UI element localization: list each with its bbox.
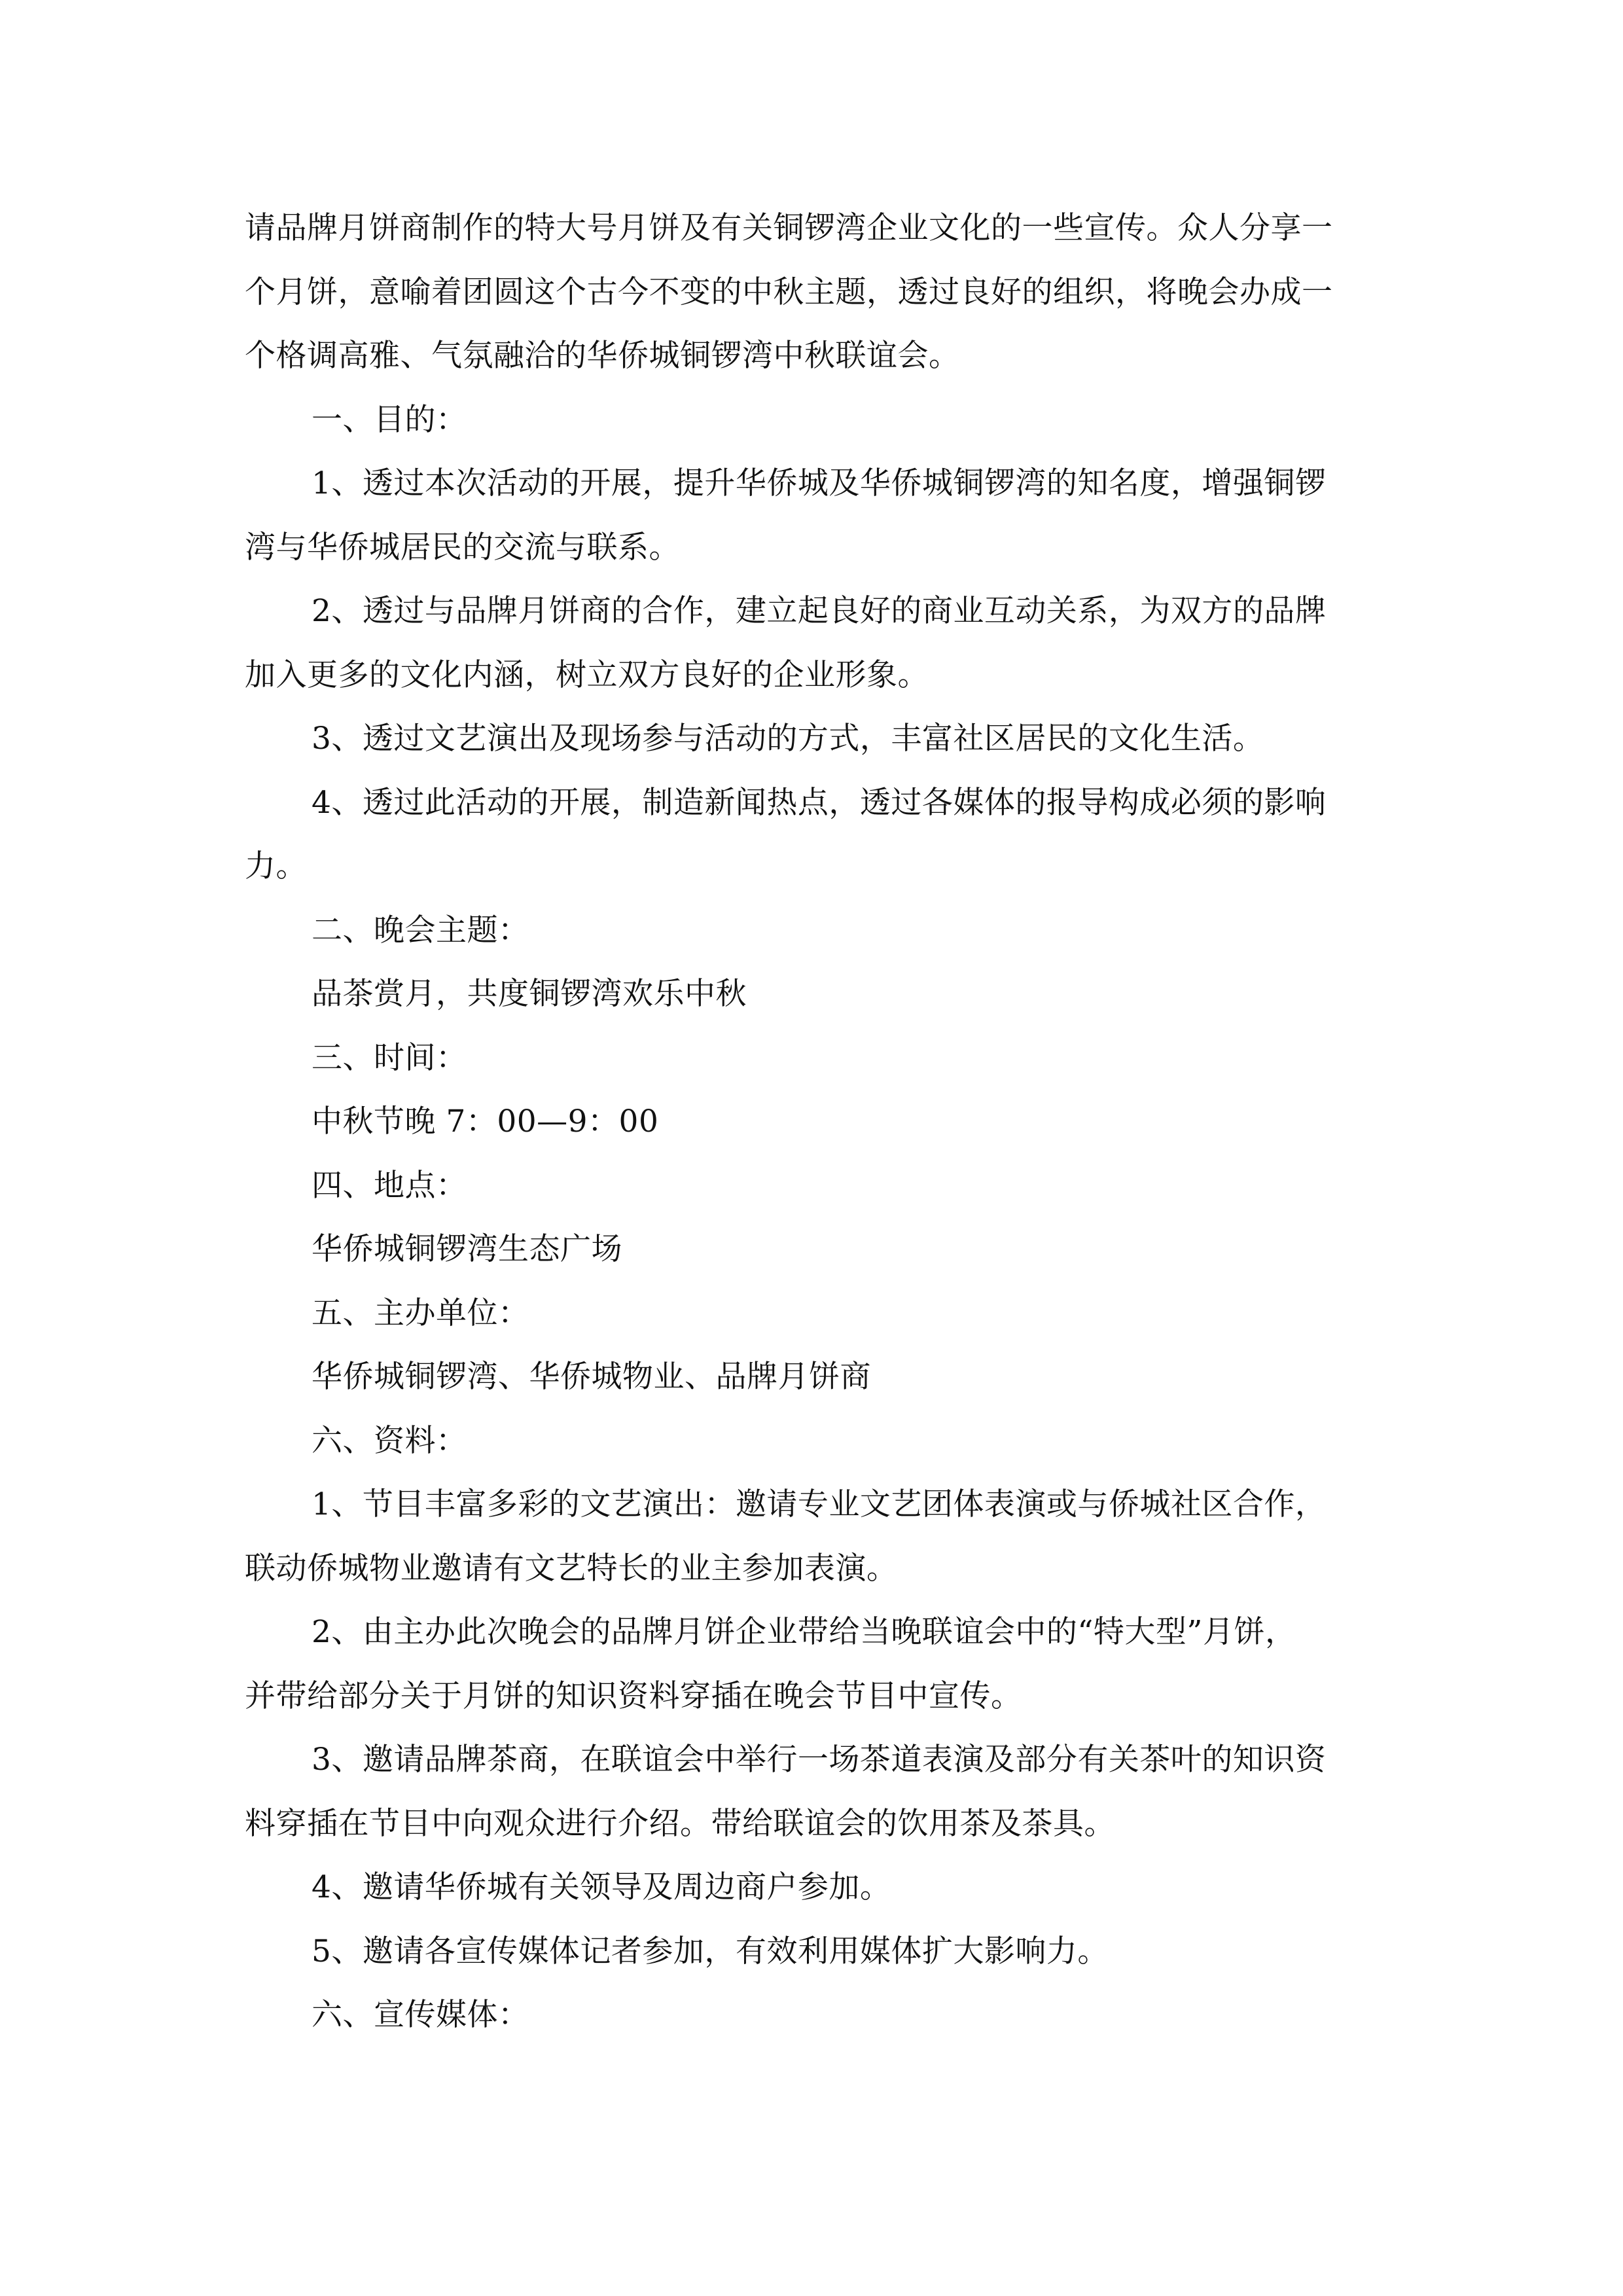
text-line: 4、邀请华侨城有关领导及周边商户参加。 [312, 1869, 891, 1905]
text-line: 品茶赏月，共度铜锣湾欢乐中秋 [312, 976, 747, 1012]
document-body [245, 196, 1381, 2047]
text-line: 五、主办单位： [312, 1295, 529, 1331]
text-line: 六、宣传媒体： [312, 1997, 529, 2033]
text-line: 3、透过文艺演出及现场参与活动的方式，丰富社区居民的文化生活。 [312, 721, 1264, 757]
text-line: 个月饼，意喻着团圆这个古今不变的中秋主题，透过良好的组织，将晚会办成一 [245, 274, 1333, 310]
text-line: 个格调高雅、气氛融洽的华侨城铜锣湾中秋联谊会。 [245, 338, 960, 374]
text-line: 并带给部分关于月饼的知识资料穿插在晚会节目中宣传。 [245, 1677, 1022, 1714]
text-line: 料穿插在节目中向观众进行介绍。带给联谊会的饮用茶及茶具。 [245, 1805, 1115, 1842]
text-line: 中秋节晚 7：00—9：00 [312, 1103, 659, 1139]
text-line: 1、节目丰富多彩的文艺演出：邀请专业文艺团体表演或与侨城社区合作， [312, 1486, 1327, 1522]
text-line: 加入更多的文化内涵，树立双方良好的企业形象。 [245, 656, 929, 693]
text-line: 2、由主办此次晚会的品牌月饼企业带给当晚联谊会中的“特大型”月饼， [312, 1614, 1296, 1650]
text-line: 六、资料： [312, 1422, 467, 1459]
text-line: 二、晚会主题： [312, 912, 529, 948]
text-line: 联动侨城物业邀请有文艺特长的业主参加表演。 [245, 1550, 898, 1587]
text-line: 华侨城铜锣湾、华侨城物业、品牌月饼商 [312, 1359, 871, 1395]
text-line: 力。 [245, 848, 307, 884]
text-line: 2、透过与品牌月饼商的合作，建立起良好的商业互动关系，为双方的品牌 [312, 593, 1327, 629]
text-line: 华侨城铜锣湾生态广场 [312, 1231, 622, 1267]
text-line: 请品牌月饼商制作的特大号月饼及有关铜锣湾企业文化的一些宣传。众人分享一 [245, 210, 1333, 246]
text-line: 5、邀请各宣传媒体记者参加，有效利用媒体扩大影响力。 [312, 1933, 1109, 1969]
text-line: 湾与华侨城居民的交流与联系。 [245, 529, 680, 565]
text-line: 四、地点： [312, 1167, 467, 1204]
text-line: 1、透过本次活动的开展，提升华侨城及华侨城铜锣湾的知名度，增强铜锣 [312, 465, 1327, 501]
text-line: 3、邀请品牌茶商，在联谊会中举行一场茶道表演及部分有关茶叶的知识资 [312, 1742, 1327, 1778]
text-line: 一、目的： [312, 401, 467, 438]
text-line: 4、透过此活动的开展，制造新闻热点，透过各媒体的报导构成必须的影响 [312, 784, 1327, 821]
text-line: 三、时间： [312, 1039, 467, 1076]
